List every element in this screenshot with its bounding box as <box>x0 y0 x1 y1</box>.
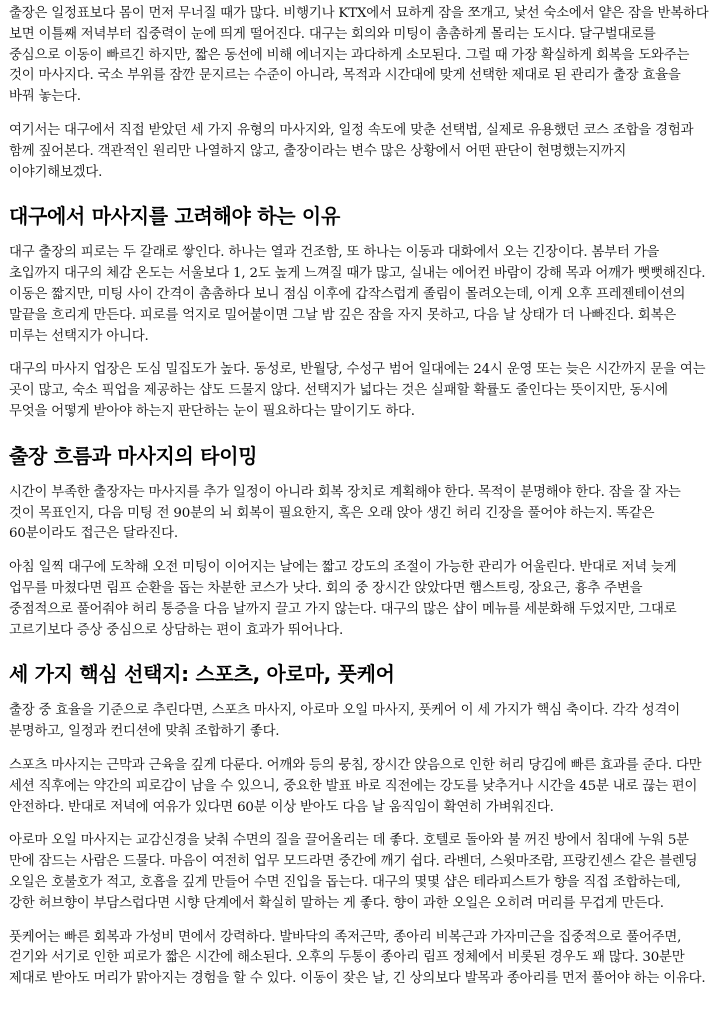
intro-paragraph: 여기서는 대구에서 직접 받았던 세 가지 유형의 마사지와, 일정 속도에 맞춘 선택법, 실제로 유용했던 코스 조합을 경험과 함께 짚어본다. 객관적인 원리만 나열하지 않고, 출장이라는 변수 많은 상황에서 어떤 판단이 현명했는지까지 이야기해보겠다. <box>9 122 694 180</box>
section-paragraph: 시간이 부족한 출장자는 마사지를 추가 일정이 아니라 회복 장치로 계획해야 한다. 목적이 분명해야 한다. 잠을 잘 자는 것이 목표인지, 다음 미팅 전 90분의 뇌 회복이 필요한지, 혹은 오래 앉아 생긴 허리 긴장을 풀어야 하는지. 똑같은 60분이라도 접근은 달라진다. <box>9 484 681 542</box>
section-paragraph: 대구 출장의 피로는 두 갈래로 쌓인다. 하나는 열과 건조함, 또 하나는 이동과 대화에서 오는 긴장이다. 봄부터 가을 초입까지 대구의 체감 온도는 서울보다 1, 2도 높게 느껴질 때가 많고, 실내는 에어컨 바람이 강해 목과 어깨가 뻣뻣해진다. 이동은 짧지만, 미팅 사이 간격이 촘촘하다 보니 점심 이후에 갑작스럽게 졸림이 몰려오는데, 이게 오후 프레젠테이션의 말끝을 흐리게 만든다. 피로를 억지로 밀어붙이면 그날 밤 깊은 잠을 자지 못하고, 다음 날 상태가 더 나빠진다. 회복은 미루는 선택지가 아니다. <box>9 245 706 344</box>
section-paragraph: 대구의 마사지 업장은 도심 밀집도가 높다. 동성로, 반월당, 수성구 범어 일대에는 24시 운영 또는 늦은 시간까지 문을 여는 곳이 많고, 숙소 픽업을 제공하는 샵도 드물지 않다. 선택지가 넓다는 것은 실패할 확률도 줄인다는 뜻이지만, 동시에 무엇을 어떻게 받아야 하는지 판단하는 눈이 필요하다는 말이기도 하다. <box>9 362 706 419</box>
section-paragraph: 아침 일찍 대구에 도착해 오전 미팅이 이어지는 날에는 짧고 강도의 조절이 가능한 관리가 어울린다. 반대로 저녁 늦게 업무를 마쳤다면 림프 순환을 돕는 차분한 코스가 낫다. 회의 중 장시간 앉았다면 햄스트링, 장요근, 흉추 주변을 중점적으로 풀어줘야 허리 통증을 다음 날까지 끌고 가지 않는다. 대구의 많은 샵이 메뉴를 세분화해 두었지만, 그대로 고르기보다 증상 중심으로 상담하는 편이 효과가 뛰어나다. <box>9 560 677 638</box>
intro <box>9 4 710 183</box>
section-heading: 대구에서 마사지를 고려해야 하는 이유 <box>9 204 340 229</box>
section-paragraph: 스포츠 마사지는 근막과 근육을 깊게 다룬다. 어깨와 등의 뭉침, 장시간 앉음으로 인한 허리 당김에 빠른 효과를 준다. 다만 세션 직후에는 약간의 피로감이 남을 수 있으니, 중요한 발표 바로 직전에는 강도를 낮추거나 시간을 45분 내로 끊는 편이 안전하다. 반대로 저녁에 여유가 있다면 60분 이상 받아도 다음 날 움직임이 확연히 가벼워진다. <box>9 757 702 815</box>
section-heading: 출장 흐름과 마사지의 타이밍 <box>9 443 258 468</box>
section-paragraph: 출장 중 효율을 기준으로 추린다면, 스포츠 마사지, 아로마 오일 마사지, 풋케어 이 세 가지가 핵심 축이다. 각각 성격이 분명하고, 일정과 컨디션에 맞춰 조합하기 좋다. <box>9 703 681 740</box>
section-paragraph: 풋케어는 빠른 회복과 가성비 면에서 강력하다. 발바닥의 족저근막, 종아리 비복근과 가자미근을 집중적으로 풀어주면, 걷기와 서기로 인한 피로가 짧은 시간에 해소된다. 오후의 두통이 종아리 림프 정체에서 비롯된 경우도 꽤 많다. 30분만 제대로 받아도 머리가 맑아지는 경험을 할 수 있다. 이동이 잦은 날, 긴 상의보다 발목과 종아리를 먼저 풀어야 하는 이유다. <box>9 929 706 987</box>
section-heading: 세 가지 핵심 선택지: 스포츠, 아로마, 풋케어 <box>9 662 395 687</box>
intro-paragraph: 출장은 일정표보다 몸이 먼저 무너질 때가 많다. 비행기나 KTX에서 묘하게 잠을 쪼개고, 낯선 숙소에서 얕은 잠을 반복하다 보면 이틀째 저녁부터 집중력이 눈에 띄게 떨어진다. 대구는 회의와 미팅이 촘촘하게 몰리는 도시다. 달구벌대로를 중심으로 이동이 빠르긴 하지만, 짧은 동선에 비해 에너지는 과다하게 소모된다. 그럴 때 가장 확실하게 회복을 도와주는 것이 마사지다. 국소 부위를 잠깐 문지르는 수준이 아니라, 목적과 시간대에 맞게 선택한 제대로 된 관리가 출장 효율을 바꿔 놓는다. <box>9 6 709 105</box>
section-why-massage <box>9 203 710 422</box>
section-timing <box>9 443 710 642</box>
section-three-choices <box>9 661 710 990</box>
section-paragraph: 아로마 오일 마사지는 교감신경을 낮춰 수면의 질을 끌어올리는 데 좋다. 호텔로 돌아와 불 꺼진 방에서 침대에 누워 5분 만에 잠드는 사람은 드물다. 마음이 여전히 업무 모드라면 중간에 깨기 쉽다. 라벤더, 스윗마조람, 프랑킨센스 같은 블렌딩 오일은 호불호가 적고, 호흡을 깊게 만들어 수면 진입을 돕는다. 대구의 몇몇 샵은 테라피스트가 향을 직접 조합하는데, 강한 허브향이 부담스럽다면 시향 단계에서 확실히 말하는 게 좋다. 향이 과한 오일은 오히려 머리를 무겁게 만든다. <box>9 833 698 911</box>
